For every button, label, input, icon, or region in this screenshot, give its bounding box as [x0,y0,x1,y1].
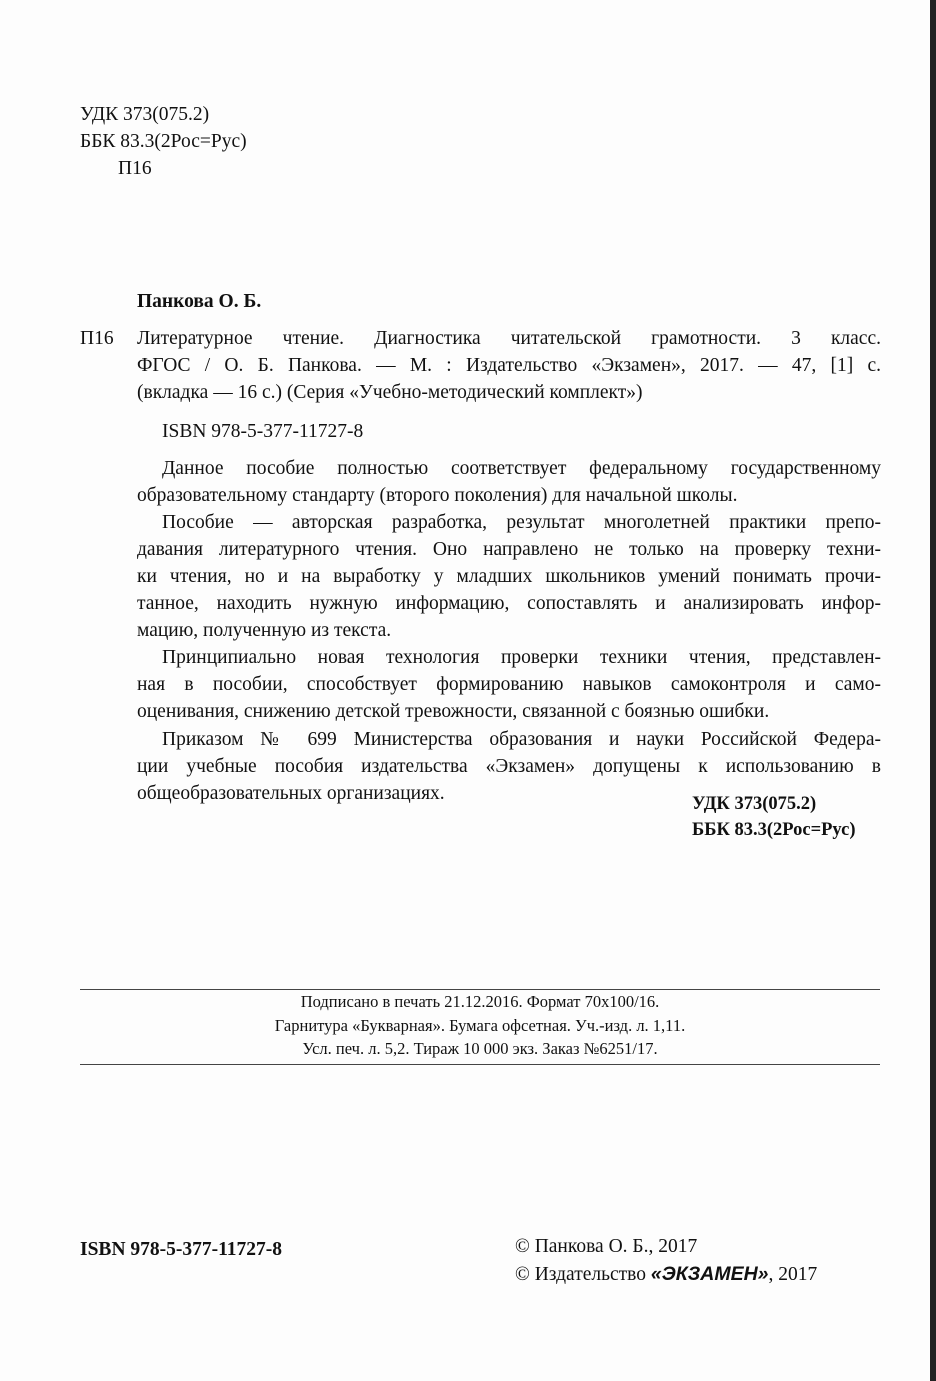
author-mark: П16 [118,158,152,179]
paragraph-line: ции учебные пособия издательства «Экзамен» допущены к использованию в [137,756,881,777]
biblio-line: ФГОС / О. Б. Панкова. — М. : Издательство «Экзамен», 2017. — 47, [1] с. [137,355,881,376]
bbk-right: ББК 83.3(2Рос=Рус) [692,820,856,840]
isbn-line: ISBN 978-5-377-11727-8 [162,421,364,442]
imprint-line: Усл. печ. л. 5,2. Тираж 10 000 экз. Заказ №6251/17. [302,1039,658,1058]
paragraph-line: Принципиально новая технология проверки техники чтения, представлен- [162,647,881,668]
paragraph-line: образовательному стандарту (второго поколения) для начальной школы. [137,485,738,506]
paragraph-line: Данное пособие полностью соответствует федеральному государственному [162,458,881,479]
udk-right: УДК 373(075.2) [692,794,817,814]
copyright-publisher [515,1263,817,1286]
biblio-line: Литературное чтение. Диагностика читательской грамотности. 3 класс. [137,328,881,349]
imprint-line: Подписано в печать 21.12.2016. Формат 70x100/16. [300,992,660,1011]
udk-code: УДК 373(075.2) [80,104,210,125]
paragraph-line: Приказом № 699 Министерства образования и науки Российской Федера- [162,729,881,750]
paragraph-line: оценивания, снижению детской тревожности, связанной с боязнью ошибки. [137,701,770,722]
paragraph-line: общеобразовательных организациях. [137,783,445,804]
bbk-code: ББК 83.3(2Рос=Рус) [80,131,247,152]
copyright-year: , 2017 [768,1264,818,1285]
paragraph-line: давания литературного чтения. Оно направлено не только на проверку техни- [137,539,881,560]
footer-isbn: ISBN 978-5-377-11727-8 [80,1239,283,1260]
paragraph-line: ная в пособии, способствует формированию навыков самоконтроля и само- [137,674,881,695]
imprint-line: Гарнитура «Букварная». Бумага офсетная. Уч.-изд. л. 1,11. [274,1016,686,1035]
biblio-code: П16 [80,328,114,349]
paragraph-line: танное, находить нужную информацию, сопоставлять и анализировать инфор- [137,593,881,614]
scan-edge [930,0,936,1381]
paragraph-line: ки чтения, но и на выработку у младших школьников умений понимать прочи- [137,566,881,587]
author-name: Панкова О. Б. [137,291,262,312]
paragraph-line: мацию, полученную из текста. [137,620,392,641]
publisher-name: «ЭКЗАМЕН» [650,1263,769,1285]
divider-top [80,989,880,990]
copyright-prefix: © Издательство [515,1264,651,1285]
divider-bottom [80,1064,880,1065]
copyright-author: © Панкова О. Б., 2017 [515,1236,698,1257]
biblio-line: (вкладка — 16 с.) (Серия «Учебно-методический комплект») [137,382,643,403]
paragraph-line: Пособие — авторская разработка, результат многолетней практики препо- [162,512,881,533]
